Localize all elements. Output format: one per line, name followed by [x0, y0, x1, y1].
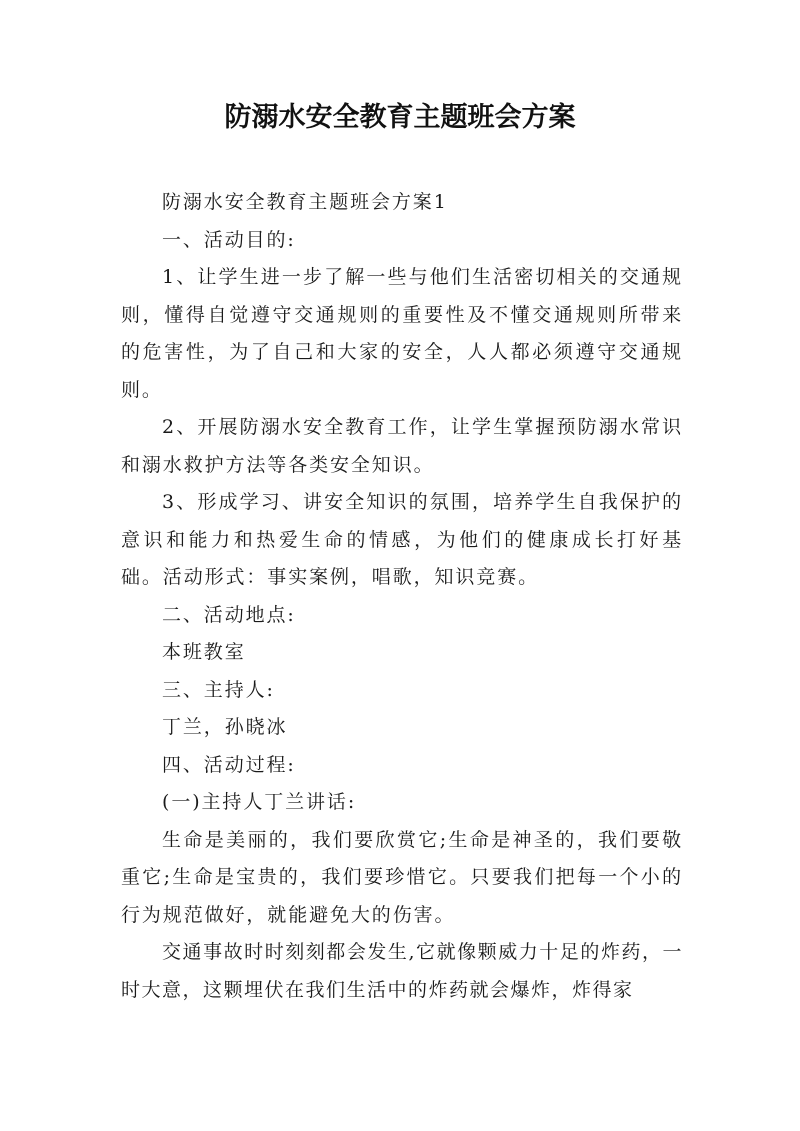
- paragraph-section-host: 三、主持人:: [162, 678, 275, 701]
- paragraph-purpose-3: 3、形成学习、讲安全知识的氛围，培养学生自我保护的意识和能力和热爱生命的情感，为他们的健康成长打好基础。活动形式：事实案例，唱歌，知识竞赛。: [121, 491, 683, 588]
- paragraph-traffic-accident: 交通事故时时刻刻都会发生,它就像颗威力十足的炸药，一时大意，这颗埋伏在我们生活中的炸药就会爆炸，炸得家: [121, 941, 683, 1001]
- paragraph-purpose-1: 1、让学生进一步了解一些与他们生活密切相关的交通规则，懂得自觉遵守交通规则的重要性及不懂交通规则所带来的危害性，为了自己和大家的安全，人人都必须遵守交通规则。: [121, 266, 683, 401]
- paragraph-plan-heading: 防溺水安全教育主题班会方案1: [162, 191, 448, 213]
- paragraph-section-process: 四、活动过程:: [162, 753, 296, 776]
- paragraph-purpose-2: 2、开展防溺水安全教育工作，让学生掌握预防溺水常识和溺水救护方法等各类安全知识。: [121, 416, 683, 476]
- paragraph-hosts: 丁兰，孙晓冰: [162, 716, 288, 738]
- paragraph-host-speech-heading: (一)主持人丁兰讲话:: [162, 791, 357, 813]
- document-body: [121, 184, 683, 1009]
- paragraph-section-location: 二、活动地点:: [162, 603, 296, 626]
- paragraph-location: 本班教室: [162, 641, 246, 663]
- document-title: 防溺水安全教育主题班会方案: [224, 102, 576, 133]
- paragraph-section-purpose: 一、活动目的:: [162, 228, 296, 251]
- paragraph-life-speech: 生命是美丽的，我们要欣赏它;生命是神圣的，我们要敬重它;生命是宝贵的，我们要珍惜它。只要我们把每一个小的行为规范做好，就能避免大的伤害。: [121, 828, 683, 926]
